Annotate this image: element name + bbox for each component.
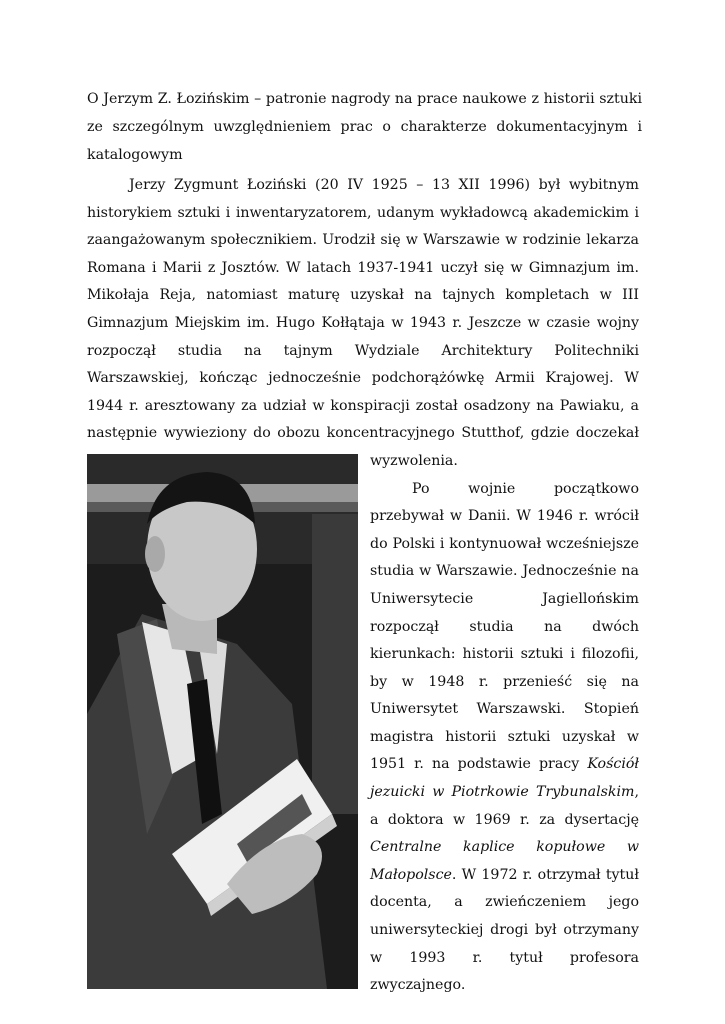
thesis-title: Kościół jezuicki w Piotrkowie Trybunalskim	[370, 756, 639, 801]
paragraph-postwar-part2: , a doktora w 1969 r. za dysertację	[370, 784, 639, 828]
portrait-photo	[87, 454, 358, 989]
document-heading: O Jerzym Z. Łozińskim – patronie nagrody na prace naukowe z historii sztuki ze szczególnym uwzględnieniem prac o charakterze dokumentacyjnym i katalogowym	[87, 91, 642, 163]
paragraph-postwar-part3: . W 1972 r. otrzymał tytuł docenta, a zwieńczeniem jego uniwersyteckiej drogi był otrzymany w 1993 r. tytuł profesora zwyczajnego.	[370, 866, 639, 994]
portrait-illustration	[87, 454, 358, 989]
paragraph-early-life-text: Jerzy Zygmunt Łoziński (20 IV 1925 – 13 XII 1996) był wybitnym historykiem sztuki i inwentaryzatorem, udanym wykładowcą akademickim i zaangażowanym społecznikiem. Urodził się w Warszawie w rodzinie lekarza Romana i Marii z Josztów. W latach 1937-1941 uczył się w Gimnazjum im. Mikołaja Reja, natomiast maturę uzyskał na tajnych kompletach w III Gimnazjum Miejskim im. Hugo Kołłątaja w 1943 r. Jeszcze w czasie wojny rozpoczął studia na tajnym Wydziale Architektury Politechniki Warszawskiej, kończąc jednocześnie podchorążówkę Armii Krajowej. W 1944 r. aresztowany za udział w konspiracji został osadzony na Pawiaku, a następnie wywieziony do obozu koncentracyjnego Stutthof, gdzie doczekał wyzwolenia.	[87, 177, 639, 469]
paragraph-postwar-part1: Po wojnie początkowo przebywał w Danii. W 1946 r. wrócił do Polski i kontynuował wcześniejsze studia w Warszawie. Jednocześnie na Uniwersytecie Jagiellońskim rozpoczął studia na dwóch kierunkach: historii sztuki i filozofii, by w 1948 r. przenieść się na Uniwersytet Warszawski. Stopień magistra historii sztuki uzyskał w 1951 r. na podstawie pracy	[370, 480, 639, 773]
dissertation-title: Centralne kaplice kopułowe w Małopolsce	[370, 839, 639, 883]
paragraph-early-life	[87, 172, 639, 476]
biography-text	[87, 172, 639, 1000]
